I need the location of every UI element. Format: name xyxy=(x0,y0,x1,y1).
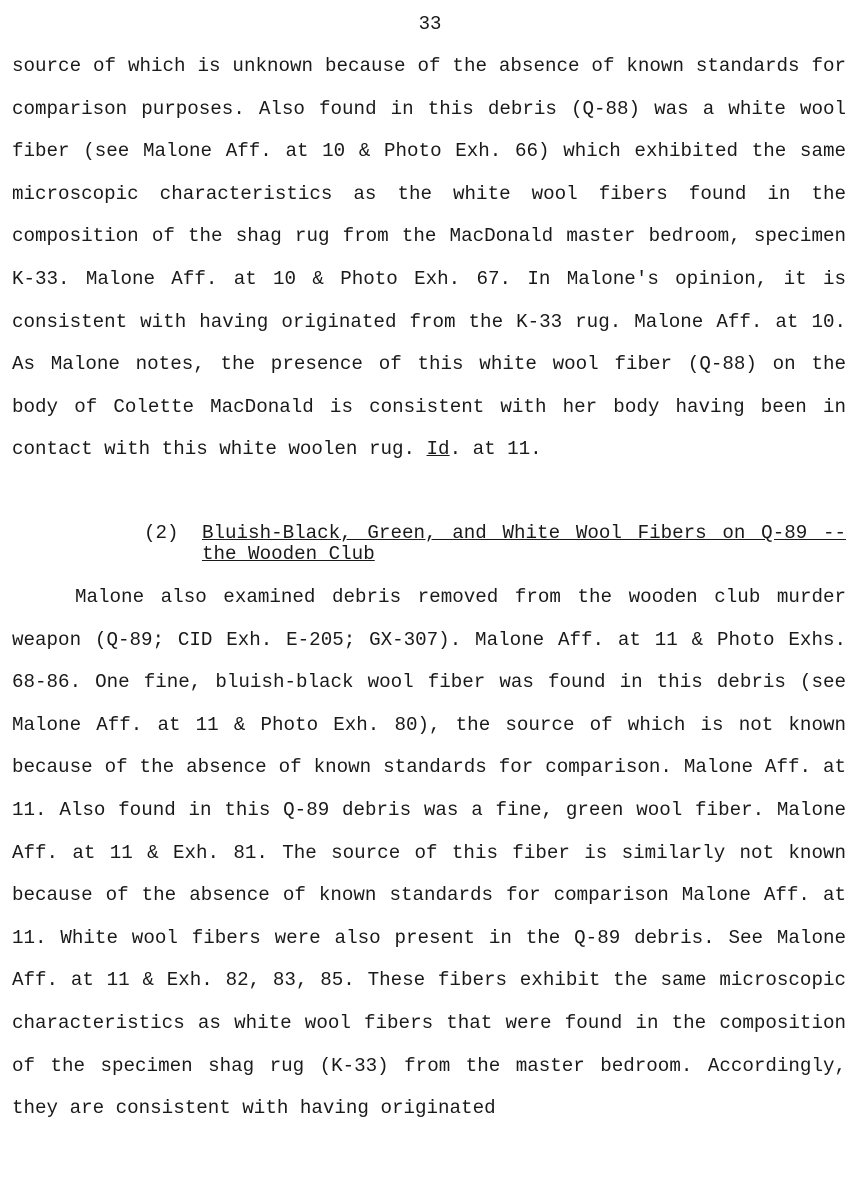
section-heading xyxy=(144,523,846,565)
section-number: (2) xyxy=(144,522,179,544)
id-citation: Id xyxy=(426,438,450,461)
section-title: Bluish-Black, Green, and White Wool Fibers on Q-89 -- the Wooden Club xyxy=(202,522,846,565)
page-number: 33 xyxy=(418,13,442,35)
paragraph-text: source of which is unknown because of the absence of known standards for comparison purposes. Also found in this debris (Q-88) was a white wool fiber (see Malone Aff. at 10 & Photo Exh. 66) which exhibited the same microscopic characteristics as the white wool fibers found in the composition of the shag rug from the MacDonald master bedroom, specimen K-33. Malone Aff. at 10 & Photo Exh. 67. In Malone's opinion, it is consistent with having originated from the K-33 rug. Malone Aff. at 10. As Malone notes, the presence of this white wool fiber (Q-88) on the body of Colette MacDonald is consistent with her body having been in contact with this white woolen rug. xyxy=(12,55,846,461)
paragraph-q88-fiber xyxy=(12,45,846,471)
paragraph-wooden-club: Malone also examined debris removed from the wooden club murder weapon (Q-89; CID Exh. E-205; GX-307). Malone Aff. at 11 & Photo Exhs. 68-86. One fine, bluish-black wool fiber was found in this debris (see Malone Aff. at 11 & Photo Exh. 80), the source of which is not known because of the absence of known standards for comparison. Malone Aff. at 11. Also found in this Q-89 debris was a fine, green wool fiber. Malone Aff. at 11 & Exh. 81. The source of this fiber is similarly not known because of the absence of known standards for comparison Malone Aff. at 11. White wool fibers were also present in the Q-89 debris. See Malone Aff. at 11 & Exh. 82, 83, 85. These fibers exhibit the same microscopic characteristics as white wool fibers that were found in the composition of the specimen shag rug (K-33) from the master bedroom. Accordingly, they are consistent with having originated xyxy=(12,586,846,1120)
paragraph-text-end: . at 11. xyxy=(449,438,542,461)
